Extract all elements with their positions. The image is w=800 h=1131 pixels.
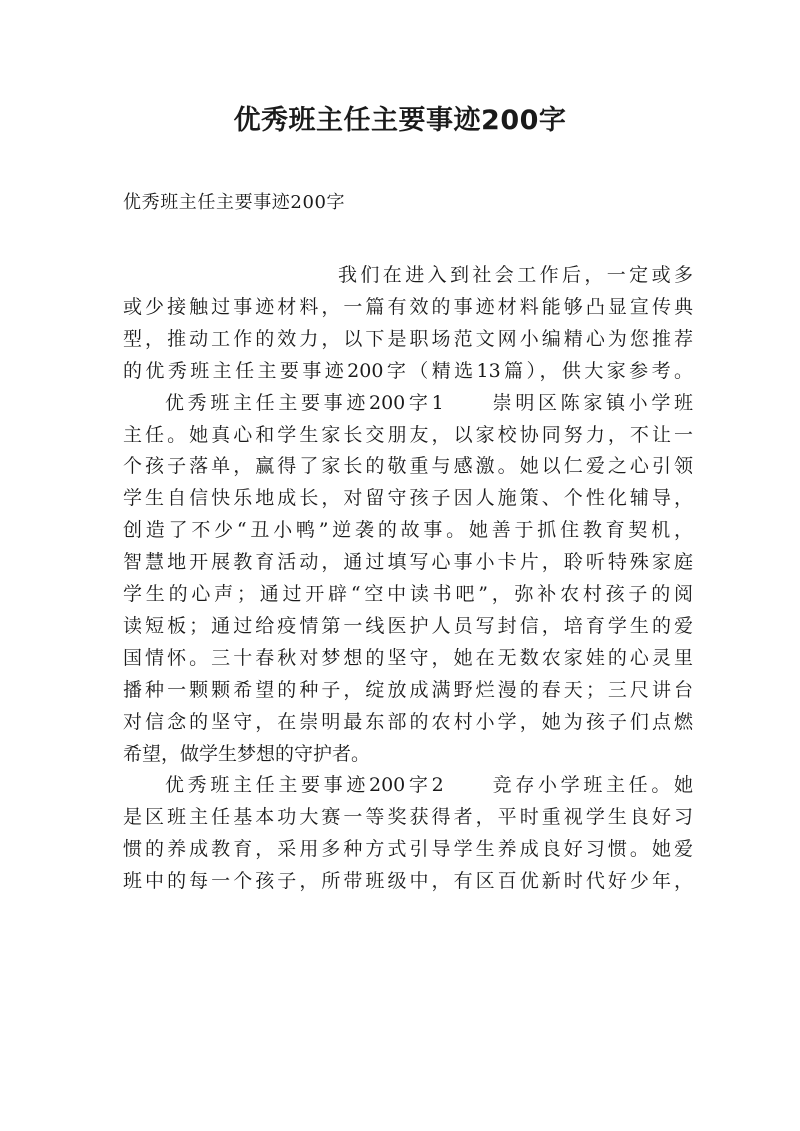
body-line: 或少接触过事迹材料，一篇有效的事迹材料能够凸显宣传典 bbox=[123, 296, 693, 318]
body-line: 的优秀班主任主要事迹200字（精选13篇），供大家参考。 bbox=[123, 360, 693, 382]
body-line: 个孩子落单，赢得了家长的敬重与感激。她以仁爱之心引领 bbox=[123, 455, 693, 477]
document-title: 优秀班主任主要事迹200字 bbox=[233, 105, 567, 136]
body-line: 国情怀。三十春秋对梦想的坚守，她在无数农家娃的心灵里 bbox=[123, 647, 693, 669]
body-line: 惯的养成教育，采用多种方式引导学生养成良好习惯。她爱 bbox=[123, 838, 693, 860]
body-line: 优秀班主任主要事迹200字2 竞存小学班主任。她 bbox=[165, 774, 693, 796]
body-line: 希望，做学生梦想的守护者。 bbox=[123, 743, 371, 765]
body-line: 我们在进入到社会工作后，一定或多 bbox=[338, 264, 693, 286]
body-line: 学生的心声；通过开辟“空中读书吧”，弥补农村孩子的阅 bbox=[123, 583, 693, 605]
body-line: 智慧地开展教育活动，通过填写心事小卡片，聆听特殊家庭 bbox=[123, 551, 693, 573]
body-line: 优秀班主任主要事迹200字1 崇明区陈家镇小学班 bbox=[165, 392, 693, 414]
document-subtitle: 优秀班主任主要事迹200字 bbox=[123, 192, 346, 213]
body-line: 班中的每一个孩子，所带班级中，有区百优新时代好少年， bbox=[123, 870, 693, 892]
body-line: 型，推动工作的效力，以下是职场范文网小编精心为您推荐 bbox=[123, 328, 693, 350]
body-line: 主任。她真心和学生家长交朋友，以家校协同努力，不让一 bbox=[123, 424, 693, 446]
body-line: 学生自信快乐地成长，对留守孩子因人施策、个性化辅导， bbox=[123, 487, 693, 509]
body-line: 播种一颗颗希望的种子，绽放成满野烂漫的春天；三尺讲台 bbox=[123, 679, 693, 701]
body-line: 对信念的坚守，在崇明最东部的农村小学，她为孩子们点燃 bbox=[123, 711, 693, 733]
body-line: 创造了不少“丑小鸭”逆袭的故事。她善于抓住教育契机， bbox=[123, 519, 693, 541]
body-line: 读短板；通过给疫情第一线医护人员写封信，培育学生的爱 bbox=[123, 615, 693, 637]
body-line: 是区班主任基本功大赛一等奖获得者，平时重视学生良好习 bbox=[123, 806, 693, 828]
